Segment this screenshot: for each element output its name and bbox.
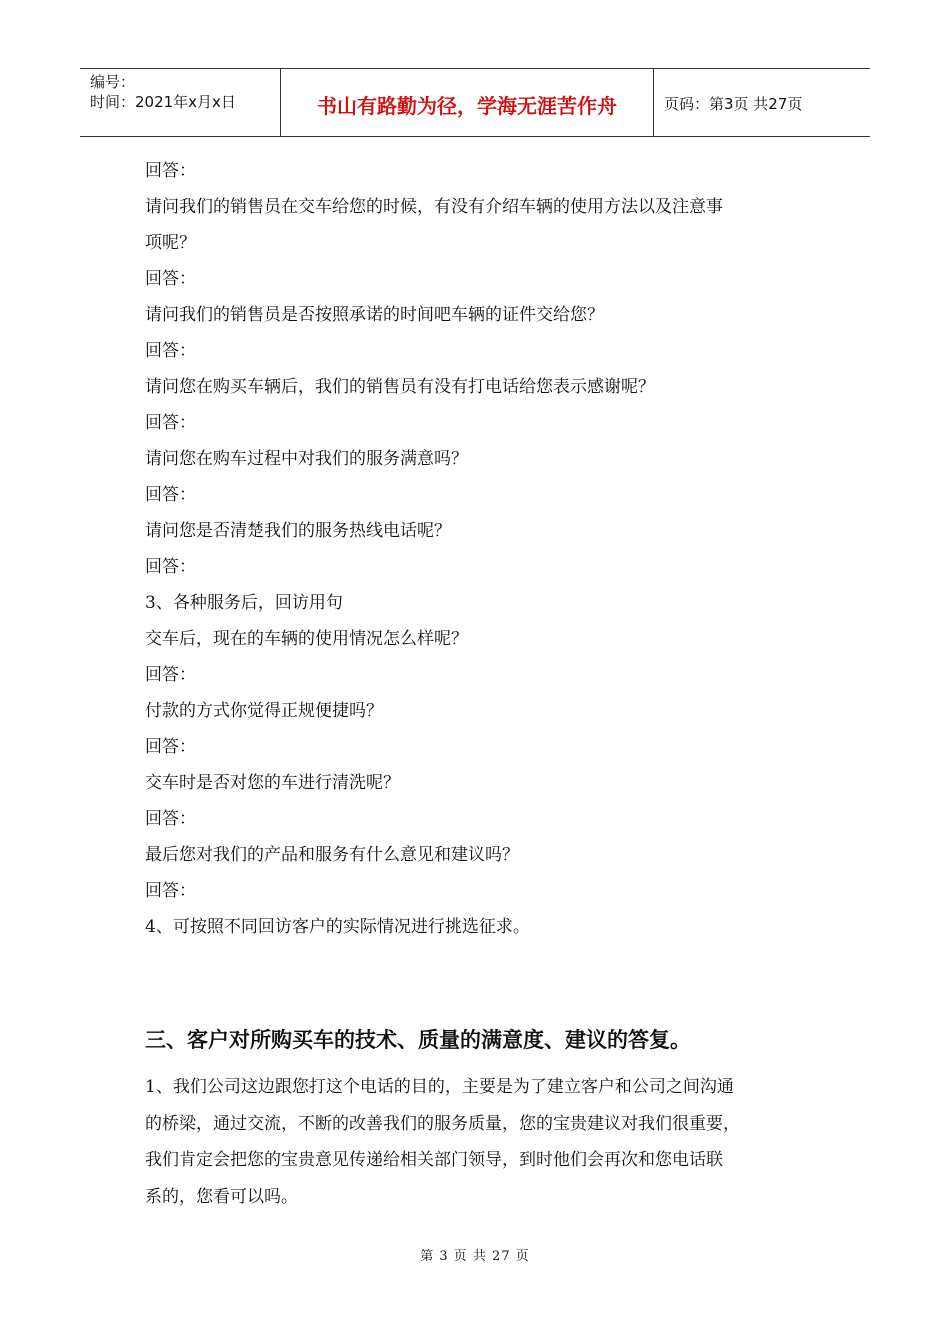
- body-line: 请问我们的销售员在交车给您的时候，有没有介绍车辆的使用方法以及注意事: [145, 197, 723, 217]
- body-line: 交车时是否对您的车进行清洗呢？: [145, 773, 400, 793]
- body-line: 回答：: [145, 881, 196, 901]
- page-footer: [0, 1245, 950, 1264]
- document-date: 时间：2021年x月x日: [90, 93, 236, 111]
- body-line: 3、各种服务后，回访用句: [145, 593, 343, 613]
- document-body: [145, 153, 825, 945]
- body-line: 回答：: [145, 737, 196, 757]
- body-line: 请问我们的销售员是否按照承诺的时间吧车辆的证件交给您？: [145, 305, 604, 325]
- header-meta-cell: [80, 69, 281, 136]
- body-line: 回答：: [145, 809, 196, 829]
- body-line: 回答：: [145, 665, 196, 685]
- section-heading: 三、客户对所购买车的技术、质量的满意度、建议的答复。: [145, 1028, 691, 1052]
- body-line: 回答：: [145, 485, 196, 505]
- page-header: [80, 68, 870, 137]
- body-line: 付款的方式你觉得正规便捷吗？: [145, 701, 383, 721]
- body-line: 回答：: [145, 413, 196, 433]
- body-line: 最后您对我们的产品和服务有什么意见和建议吗？: [145, 845, 519, 865]
- body-line: 回答：: [145, 557, 196, 577]
- paragraph-line: 系的，您看可以吗。: [145, 1186, 298, 1207]
- footer-page-number: 第 3 页 共 27 页: [420, 1249, 530, 1264]
- paragraph-line: 我们肯定会把您的宝贵意见传递给相关部门领导，到时他们会再次和您电话联: [145, 1150, 723, 1170]
- paragraph-line: 的桥梁，通过交流，不断的改善我们的服务质量，您的宝贵建议对我们很重要，: [145, 1113, 740, 1134]
- body-line: 交车后，现在的车辆的使用情况怎么样呢？: [145, 629, 468, 649]
- paragraph-line: 1、我们公司这边跟您打这个电话的目的，主要是为了建立客户和公司之间沟通: [145, 1077, 734, 1097]
- header-motto: 书山有路勤为径，学海无涯苦作舟: [317, 94, 617, 118]
- header-page-cell: [654, 69, 870, 136]
- body-line: 回答：: [145, 161, 196, 181]
- section-paragraph: [145, 1069, 825, 1215]
- header-motto-cell: [281, 69, 654, 136]
- document-number-label: 编号：: [90, 73, 136, 91]
- body-line: 请问您在购买车辆后，我们的销售员有没有打电话给您表示感谢呢？: [145, 377, 655, 397]
- body-line: 回答：: [145, 341, 196, 361]
- body-line: 4、可按照不同回访客户的实际情况进行挑选征求。: [145, 917, 530, 937]
- body-line: 请问您在购车过程中对我们的服务满意吗？: [145, 449, 468, 469]
- body-line: 回答：: [145, 269, 196, 289]
- header-page-info: 页码：第3页 共27页: [664, 95, 803, 113]
- body-line: 请问您是否清楚我们的服务热线电话呢？: [145, 521, 451, 541]
- body-line: 项呢？: [145, 233, 196, 253]
